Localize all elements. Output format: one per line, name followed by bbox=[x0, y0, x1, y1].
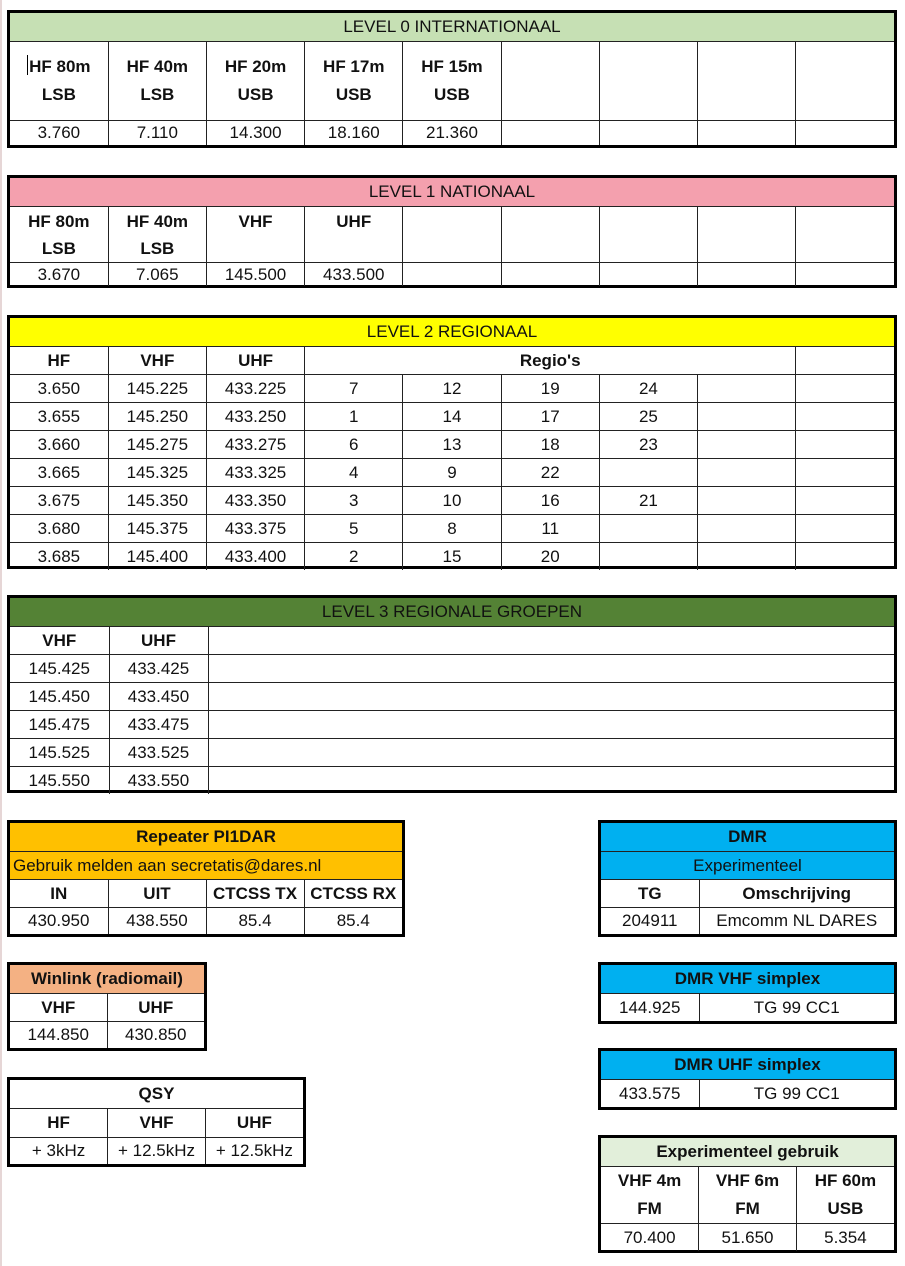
level2-regio-cell: 23 bbox=[599, 430, 697, 458]
empty-cell bbox=[796, 514, 894, 542]
level2-vhf-cell: 145.325 bbox=[108, 458, 206, 486]
level2-regio-cell: 20 bbox=[501, 542, 599, 570]
level2-regio-cell: 16 bbox=[501, 486, 599, 514]
empty-cell bbox=[599, 41, 697, 120]
level2-header-vhf: VHF bbox=[108, 346, 206, 374]
empty-cell bbox=[796, 41, 894, 120]
dmr-uhf-title: DMR UHF simplex bbox=[601, 1051, 894, 1079]
qsy-header-uhf: UHF bbox=[205, 1108, 303, 1137]
empty-cell bbox=[796, 486, 894, 514]
level1-header-cell: HF 40m LSB bbox=[108, 206, 206, 262]
level0-value-cell: 21.360 bbox=[403, 120, 501, 145]
text-cursor bbox=[27, 55, 28, 75]
experimenteel-title: Experimenteel gebruik bbox=[601, 1138, 894, 1166]
empty-cell bbox=[501, 120, 599, 145]
level2-hf-cell: 3.650 bbox=[10, 374, 108, 402]
repeater-value-cell: 85.4 bbox=[304, 907, 402, 934]
experimenteel-header-cell: VHF 6m FM bbox=[699, 1166, 797, 1223]
level2-regio-cell: 6 bbox=[305, 430, 403, 458]
level1-value-cell: 7.065 bbox=[108, 262, 206, 286]
level2-hf-cell: 3.685 bbox=[10, 542, 108, 570]
empty-cell bbox=[208, 710, 894, 738]
level2-regio-cell: 3 bbox=[305, 486, 403, 514]
winlink-table bbox=[7, 962, 207, 1051]
level2-regio-cell bbox=[599, 514, 697, 542]
level3-header-vhf: VHF bbox=[10, 626, 109, 654]
level3-vhf-cell: 145.525 bbox=[10, 738, 109, 766]
level2-regio-cell bbox=[599, 542, 697, 570]
page-margin-line bbox=[0, 0, 2, 1266]
empty-cell bbox=[796, 402, 894, 430]
level2-regio-cell: 25 bbox=[599, 402, 697, 430]
level3-uhf-cell: 433.425 bbox=[109, 654, 208, 682]
empty-cell bbox=[698, 514, 796, 542]
level1-header-cell: UHF bbox=[305, 206, 403, 262]
level2-regio-cell: 10 bbox=[403, 486, 501, 514]
level0-header-cell: HF 15m USB bbox=[403, 41, 501, 120]
level0-header-cell: HF 40m LSB bbox=[108, 41, 206, 120]
repeater-subtitle: Gebruik melden aan secretatis@dares.nl bbox=[10, 851, 402, 879]
empty-cell bbox=[698, 374, 796, 402]
level2-regio-cell: 22 bbox=[501, 458, 599, 486]
level0-value-cell: 7.110 bbox=[108, 120, 206, 145]
empty-cell bbox=[796, 542, 894, 570]
level2-hf-cell: 3.655 bbox=[10, 402, 108, 430]
level0-title: LEVEL 0 INTERNATIONAAL bbox=[10, 13, 894, 41]
winlink-value-uhf: 430.850 bbox=[107, 1021, 204, 1048]
level2-hf-cell: 3.665 bbox=[10, 458, 108, 486]
level3-vhf-cell: 145.425 bbox=[10, 654, 109, 682]
empty-cell bbox=[208, 682, 894, 710]
level1-header-cell: VHF bbox=[206, 206, 304, 262]
level3-table bbox=[7, 595, 897, 793]
level2-vhf-cell: 145.375 bbox=[108, 514, 206, 542]
level3-row bbox=[10, 682, 894, 710]
empty-cell bbox=[599, 262, 697, 286]
empty-cell bbox=[698, 486, 796, 514]
level2-regio-cell: 4 bbox=[305, 458, 403, 486]
dmr-vhf-frequency: 144.925 bbox=[601, 993, 699, 1021]
level2-regio-cell: 2 bbox=[305, 542, 403, 570]
qsy-value-uhf: + 12.5kHz bbox=[205, 1137, 303, 1164]
repeater-value-cell: 85.4 bbox=[206, 907, 304, 934]
level3-uhf-cell: 433.550 bbox=[109, 766, 208, 794]
qsy-value-vhf: + 12.5kHz bbox=[108, 1137, 206, 1164]
level0-header-cell[interactable]: HF 80m LSB bbox=[10, 41, 108, 120]
level0-value-cell: 18.160 bbox=[305, 120, 403, 145]
level2-regio-cell: 8 bbox=[403, 514, 501, 542]
level2-uhf-cell: 433.250 bbox=[206, 402, 304, 430]
level0-value-cell: 14.300 bbox=[206, 120, 304, 145]
empty-cell bbox=[796, 206, 894, 262]
level2-regio-cell: 7 bbox=[305, 374, 403, 402]
level2-vhf-cell: 145.275 bbox=[108, 430, 206, 458]
level2-vhf-cell: 145.350 bbox=[108, 486, 206, 514]
repeater-title: Repeater PI1DAR bbox=[10, 823, 402, 851]
level2-vhf-cell: 145.225 bbox=[108, 374, 206, 402]
empty-cell bbox=[796, 430, 894, 458]
level3-row bbox=[10, 710, 894, 738]
empty-cell bbox=[599, 206, 697, 262]
level2-regio-cell: 18 bbox=[501, 430, 599, 458]
level0-value-cell: 3.760 bbox=[10, 120, 108, 145]
level2-regio-cell: 19 bbox=[501, 374, 599, 402]
empty-cell bbox=[501, 206, 599, 262]
empty-cell bbox=[698, 542, 796, 570]
level3-row bbox=[10, 654, 894, 682]
repeater-value-cell: 438.550 bbox=[108, 907, 206, 934]
experimenteel-value-cell: 70.400 bbox=[601, 1223, 699, 1251]
dmr-subtitle: Experimenteel bbox=[601, 851, 894, 879]
winlink-header-vhf: VHF bbox=[10, 993, 107, 1021]
repeater-header-ctcss-tx: CTCSS TX bbox=[206, 879, 304, 907]
empty-cell bbox=[698, 120, 796, 145]
level1-header-cell: HF 80m LSB bbox=[10, 206, 108, 262]
level3-vhf-cell: 145.550 bbox=[10, 766, 109, 794]
empty-cell bbox=[796, 262, 894, 286]
level2-row bbox=[10, 486, 894, 514]
level3-title: LEVEL 3 REGIONALE GROEPEN bbox=[10, 598, 894, 626]
dmr-vhf-talkgroup: TG 99 CC1 bbox=[699, 993, 894, 1021]
qsy-value-hf: + 3kHz bbox=[10, 1137, 108, 1164]
repeater-header-in: IN bbox=[10, 879, 108, 907]
empty-cell bbox=[698, 41, 796, 120]
level2-uhf-cell: 433.325 bbox=[206, 458, 304, 486]
empty-cell bbox=[501, 41, 599, 120]
empty-cell bbox=[208, 654, 894, 682]
level2-regio-cell: 11 bbox=[501, 514, 599, 542]
empty-cell bbox=[698, 430, 796, 458]
level2-regio-cell: 9 bbox=[403, 458, 501, 486]
dmr-uhf-simplex-table bbox=[598, 1048, 897, 1110]
level1-title: LEVEL 1 NATIONAAL bbox=[10, 178, 894, 206]
level2-regio-cell: 17 bbox=[501, 402, 599, 430]
dmr-uhf-frequency: 433.575 bbox=[601, 1079, 699, 1107]
level2-regio-cell: 12 bbox=[403, 374, 501, 402]
experimenteel-value-cell: 51.650 bbox=[699, 1223, 797, 1251]
empty-cell bbox=[796, 374, 894, 402]
level2-uhf-cell: 433.275 bbox=[206, 430, 304, 458]
level2-regio-cell: 5 bbox=[305, 514, 403, 542]
level2-regio-cell: 21 bbox=[599, 486, 697, 514]
empty-cell bbox=[208, 738, 894, 766]
dmr-value-tg: 204911 bbox=[601, 907, 699, 934]
level0-header-cell: HF 17m USB bbox=[305, 41, 403, 120]
level2-vhf-cell: 145.250 bbox=[108, 402, 206, 430]
level2-regio-cell: 15 bbox=[403, 542, 501, 570]
experimenteel-header-cell: HF 60m USB bbox=[796, 1166, 894, 1223]
dmr-value-omschrijving: Emcomm NL DARES bbox=[699, 907, 894, 934]
level2-table bbox=[7, 315, 897, 569]
level3-vhf-cell: 145.450 bbox=[10, 682, 109, 710]
level2-header-hf: HF bbox=[10, 346, 108, 374]
dmr-header-omschrijving: Omschrijving bbox=[699, 879, 894, 907]
empty-cell bbox=[698, 458, 796, 486]
level2-uhf-cell: 433.400 bbox=[206, 542, 304, 570]
level2-row bbox=[10, 374, 894, 402]
empty-cell bbox=[208, 626, 894, 654]
level2-regio-cell: 14 bbox=[403, 402, 501, 430]
level2-uhf-cell: 433.350 bbox=[206, 486, 304, 514]
level2-regio-cell: 24 bbox=[599, 374, 697, 402]
level2-hf-cell: 3.660 bbox=[10, 430, 108, 458]
winlink-value-vhf: 144.850 bbox=[10, 1021, 107, 1048]
empty-cell bbox=[698, 262, 796, 286]
level2-row bbox=[10, 542, 894, 570]
level3-row bbox=[10, 766, 894, 794]
level2-regio-cell: 1 bbox=[305, 402, 403, 430]
repeater-header-ctcss-rx: CTCSS RX bbox=[304, 879, 402, 907]
dmr-header-tg: TG bbox=[601, 879, 699, 907]
qsy-table bbox=[7, 1077, 306, 1167]
level1-value-cell: 145.500 bbox=[206, 262, 304, 286]
qsy-title: QSY bbox=[10, 1080, 303, 1108]
level2-hf-cell: 3.675 bbox=[10, 486, 108, 514]
dmr-title: DMR bbox=[601, 823, 894, 851]
repeater-header-uit: UIT bbox=[108, 879, 206, 907]
level0-header-cell: HF 20m USB bbox=[206, 41, 304, 120]
level2-title: LEVEL 2 REGIONAAL bbox=[10, 318, 894, 346]
experimenteel-table bbox=[598, 1135, 897, 1253]
qsy-header-hf: HF bbox=[10, 1108, 108, 1137]
empty-cell bbox=[501, 262, 599, 286]
empty-cell bbox=[698, 402, 796, 430]
winlink-header-uhf: UHF bbox=[107, 993, 204, 1021]
dmr-table bbox=[598, 820, 897, 937]
repeater-table bbox=[7, 820, 405, 937]
empty-cell bbox=[403, 262, 501, 286]
empty-cell bbox=[208, 766, 894, 794]
level2-row bbox=[10, 402, 894, 430]
level3-uhf-cell: 433.525 bbox=[109, 738, 208, 766]
level2-row bbox=[10, 458, 894, 486]
dmr-uhf-talkgroup: TG 99 CC1 bbox=[699, 1079, 894, 1107]
level2-header-regios: Regio's bbox=[305, 346, 796, 374]
level2-regio-cell bbox=[599, 458, 697, 486]
winlink-title: Winlink (radiomail) bbox=[10, 965, 204, 993]
empty-cell bbox=[403, 206, 501, 262]
level3-uhf-cell: 433.450 bbox=[109, 682, 208, 710]
level2-uhf-cell: 433.225 bbox=[206, 374, 304, 402]
level2-uhf-cell: 433.375 bbox=[206, 514, 304, 542]
level0-table bbox=[7, 10, 897, 148]
level3-header-uhf: UHF bbox=[109, 626, 208, 654]
level3-vhf-cell: 145.475 bbox=[10, 710, 109, 738]
dmr-vhf-title: DMR VHF simplex bbox=[601, 965, 894, 993]
level3-uhf-cell: 433.475 bbox=[109, 710, 208, 738]
empty-cell bbox=[796, 346, 894, 374]
level2-row bbox=[10, 514, 894, 542]
level2-header-uhf: UHF bbox=[206, 346, 304, 374]
empty-cell bbox=[599, 120, 697, 145]
level2-row bbox=[10, 430, 894, 458]
level1-value-cell: 433.500 bbox=[305, 262, 403, 286]
experimenteel-value-cell: 5.354 bbox=[796, 1223, 894, 1251]
qsy-header-vhf: VHF bbox=[108, 1108, 206, 1137]
repeater-value-cell: 430.950 bbox=[10, 907, 108, 934]
empty-cell bbox=[796, 458, 894, 486]
experimenteel-header-cell: VHF 4m FM bbox=[601, 1166, 699, 1223]
level1-table bbox=[7, 175, 897, 288]
empty-cell bbox=[698, 206, 796, 262]
empty-cell bbox=[796, 120, 894, 145]
level3-row bbox=[10, 738, 894, 766]
level2-hf-cell: 3.680 bbox=[10, 514, 108, 542]
level1-value-cell: 3.670 bbox=[10, 262, 108, 286]
level2-vhf-cell: 145.400 bbox=[108, 542, 206, 570]
dmr-vhf-simplex-table bbox=[598, 962, 897, 1024]
level2-regio-cell: 13 bbox=[403, 430, 501, 458]
